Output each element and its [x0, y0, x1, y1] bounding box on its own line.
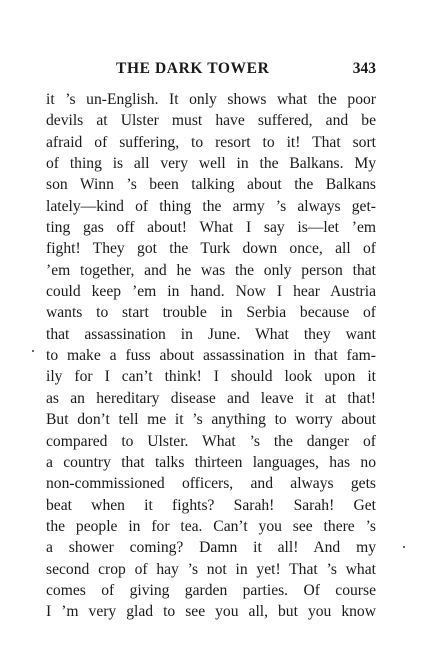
- text-line: non-commissioned officers, and always gets: [46, 475, 376, 493]
- text-line: compared to Ulster. What ’s the danger of: [46, 432, 376, 450]
- text-line: ’em together, and he was the only person that: [46, 261, 376, 279]
- running-title: THE DARK TOWER: [116, 60, 270, 77]
- text-line: of thing is all very well in the Balkans. My: [46, 155, 376, 173]
- text-line: fight! They got the Turk down once, all of: [46, 240, 376, 258]
- text-line: devils at Ulster must have suffered, and be: [46, 112, 376, 130]
- scan-speck: [32, 350, 34, 352]
- text-line: lately—kind of thing the army ’s always get-: [46, 197, 376, 215]
- scan-speck: [403, 546, 405, 548]
- text-line: wants to start trouble in Serbia because of: [46, 304, 376, 322]
- text-line: it ’s un-English. It only shows what the poor: [46, 91, 376, 108]
- text-line: comes of giving garden parties. Of course: [46, 581, 376, 599]
- text-line: I ’m very glad to see you all, but you know: [46, 603, 376, 621]
- text-line: afraid of suffering, to resort to it! That sort: [46, 133, 376, 151]
- text-line: beat when it fights? Sarah! Sarah! Get: [46, 496, 376, 514]
- text-line: could keep ’em in hand. Now I hear Austria: [46, 283, 376, 301]
- text-line: a shower coming? Damn it all! And my: [46, 539, 376, 557]
- text-line: to make a fuss about assassination in that fam-: [46, 347, 376, 365]
- body-text: [46, 89, 376, 623]
- text-line: the people in for tea. Can’t you see there ’s: [46, 517, 376, 535]
- text-line: son Winn ’s been talking about the Balkans: [46, 176, 376, 194]
- text-line: that assassination in June. What they want: [46, 325, 376, 343]
- page-number: 343: [352, 60, 376, 77]
- text-line: ily for I can’t think! I should look upon it: [46, 368, 376, 386]
- text-line: But don’t tell me it ’s anything to worry about: [46, 411, 376, 429]
- text-line: ting gas off about! What I say is—let ’em: [46, 219, 376, 237]
- text-line: as an hereditary disease and leave it at that!: [46, 389, 376, 407]
- text-line: a country that talks thirteen languages, has no: [46, 453, 376, 471]
- text-line: second crop of hay ’s not in yet! That ’s what: [46, 560, 376, 578]
- page-header: [46, 60, 376, 80]
